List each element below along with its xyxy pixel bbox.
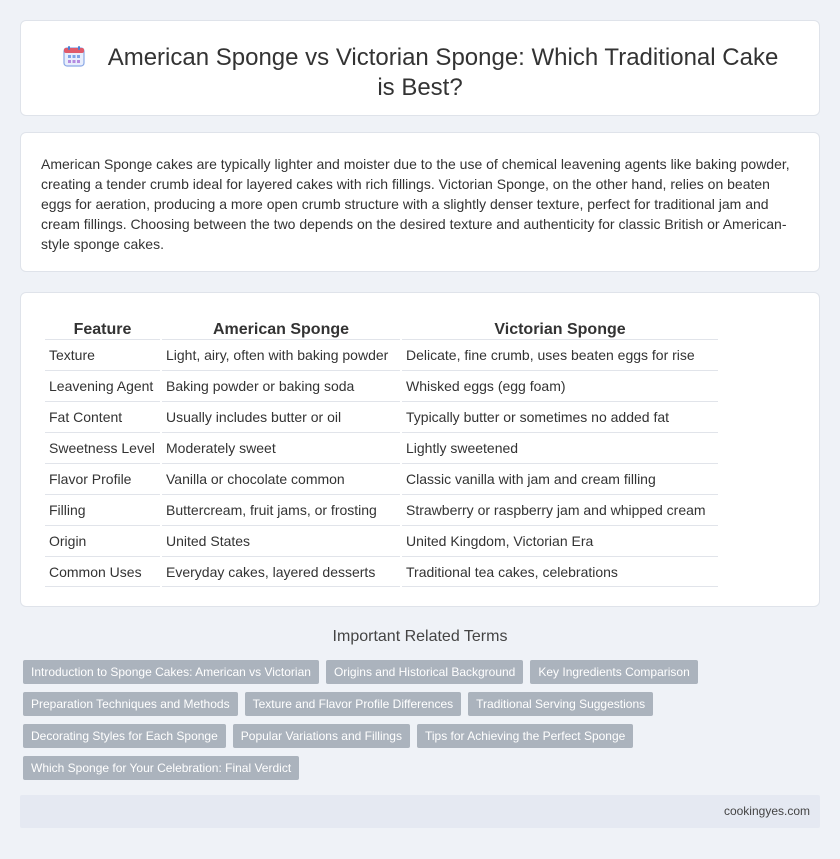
cell-victorian: United Kingdom, Victorian Era [402, 525, 718, 556]
footer-site-link[interactable]: cookingyes.com [723, 804, 810, 818]
cell-feature: Leavening Agent [45, 370, 160, 401]
cell-american: Usually includes butter or oil [162, 401, 400, 432]
cell-american: Moderately sweet [162, 432, 400, 463]
footer [20, 795, 820, 828]
cell-feature: Flavor Profile [45, 463, 160, 494]
related-tag-tips[interactable]: Tips for Achieving the Perfect Sponge [417, 724, 633, 748]
related-tag-introduction[interactable]: Introduction to Sponge Cakes: American vs Victorian [23, 660, 319, 684]
intro-paragraph: American Sponge cakes are typically lighter and moister due to the use of chemical leavening agents like baking powder, creating a tender crumb ideal for layered cakes with rich fillings. Victorian Sponge, on the other hand, relies on beaten eggs for aeration, producing a more open crumb structure with a slightly denser texture, perfect for traditional jam and cream fillings. Choosing between the two depends on the desired texture and authenticity for classic British or American-style sponge cakes. [41, 156, 790, 252]
cell-american: United States [162, 525, 400, 556]
cell-feature: Filling [45, 494, 160, 525]
title-text: American Sponge vs Victorian Sponge: Which Traditional Cake is Best? [107, 44, 779, 101]
related-tag-verdict[interactable]: Which Sponge for Your Celebration: Final Verdict [23, 756, 299, 780]
header-feature: Feature [73, 321, 132, 338]
related-tag-serving[interactable]: Traditional Serving Suggestions [468, 692, 653, 716]
related-tag-ingredients[interactable]: Key Ingredients Comparison [530, 660, 697, 684]
comparison-card [20, 292, 820, 607]
header-american: American Sponge [212, 321, 350, 338]
related-terms-title: Important Related Terms [332, 628, 508, 645]
table-row [45, 463, 718, 494]
cell-feature: Sweetness Level [45, 432, 160, 463]
related-tag-preparation[interactable]: Preparation Techniques and Methods [23, 692, 238, 716]
table-row [45, 401, 718, 432]
comparison-table [43, 317, 720, 587]
related-tag-texture-flavor[interactable]: Texture and Flavor Profile Differences [245, 692, 462, 716]
cell-american: Light, airy, often with baking powder [162, 339, 400, 370]
cell-feature: Common Uses [45, 556, 160, 587]
related-tag-origins[interactable]: Origins and Historical Background [326, 660, 523, 684]
table-row [45, 556, 718, 587]
table-row [45, 339, 718, 370]
related-tag-decorating[interactable]: Decorating Styles for Each Sponge [23, 724, 226, 748]
cell-victorian: Strawberry or raspberry jam and whipped cream [402, 494, 718, 525]
table-header-row [45, 317, 718, 339]
table-row [45, 525, 718, 556]
cell-victorian: Traditional tea cakes, celebrations [402, 556, 718, 587]
cell-american: Vanilla or chocolate common [162, 463, 400, 494]
related-tag-variations[interactable]: Popular Variations and Fillings [233, 724, 410, 748]
header-card [20, 20, 820, 116]
cell-victorian: Classic vanilla with jam and cream filling [402, 463, 718, 494]
cell-victorian: Whisked eggs (egg foam) [402, 370, 718, 401]
table-row [45, 370, 718, 401]
cell-american: Baking powder or baking soda [162, 370, 400, 401]
cell-feature: Origin [45, 525, 160, 556]
intro-card [20, 132, 820, 272]
table-row [45, 494, 718, 525]
page-title [21, 43, 819, 103]
cell-feature: Texture [45, 339, 160, 370]
cell-victorian: Lightly sweetened [402, 432, 718, 463]
cell-feature: Fat Content [45, 401, 160, 432]
cell-victorian: Typically butter or sometimes no added fat [402, 401, 718, 432]
cell-american: Buttercream, fruit jams, or frosting [162, 494, 400, 525]
cell-american: Everyday cakes, layered desserts [162, 556, 400, 587]
header-victorian: Victorian Sponge [494, 321, 626, 338]
related-terms-list [23, 660, 723, 788]
cell-victorian: Delicate, fine crumb, uses beaten eggs for rise [402, 339, 718, 370]
calendar-icon [62, 44, 86, 68]
table-row [45, 432, 718, 463]
